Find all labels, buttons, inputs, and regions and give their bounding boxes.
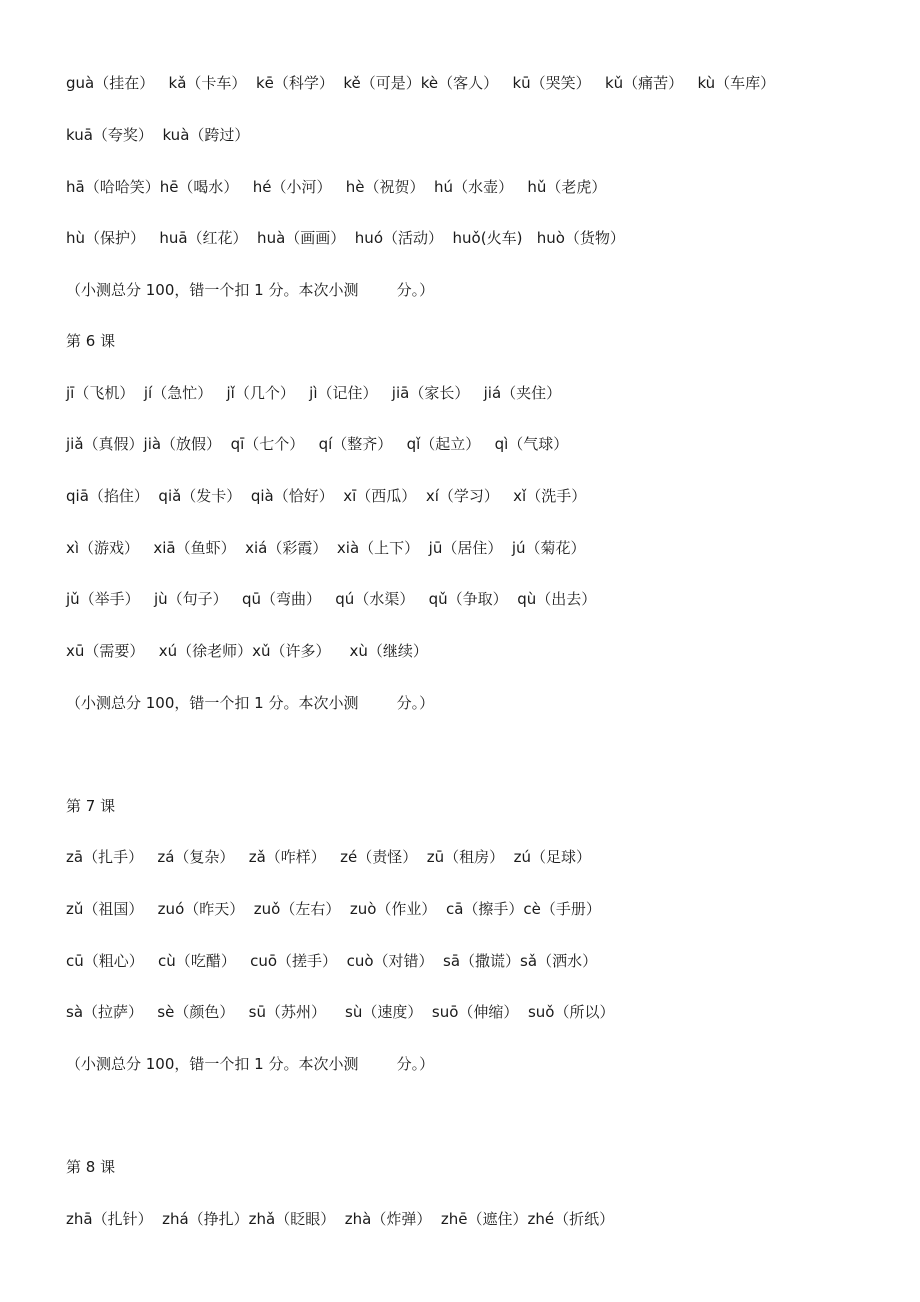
- text-line-xu-syllables: xū（需要） xú（徐老师）xǔ（许多） xù（继续）: [66, 642, 428, 660]
- text-line-kua-syllables: kuā（夸奖） kuà（跨过）: [66, 126, 250, 144]
- text-line-k-syllables: guà（挂在） kǎ（卡车） kē（科学） kě（可是）kè（客人） kū（哭笑） kǔ（痛苦） kù（车库）: [66, 74, 776, 92]
- text-line-sa-suo-syllables: sà（拉萨） sè（颜色） sū（苏州） sù（速度） suō（伸缩） suǒ（所以）: [66, 1003, 615, 1021]
- text-line-zh-syllables: zhā（扎针） zhá（挣扎）zhǎ（眨眼） zhà（炸弹） zhē（遮住）zhé（折纸）: [66, 1210, 615, 1228]
- text-line-zu-c-syllables: zǔ（祖国） zuó（昨天） zuǒ（左右） zuò（作业） cā（擦手）cè（手册）: [66, 900, 601, 918]
- text-line-jia-q-syllables: jiǎ（真假）jià（放假） qī（七个） qí（整齐） qǐ（起立） qì（气球）: [66, 435, 569, 453]
- text-line-h-syllables: hā（哈哈笑）hē（喝水） hé（小河） hè（祝贺） hú（水壶） hǔ（老虎）: [66, 178, 607, 196]
- lesson-heading: 第 8 课: [66, 1158, 116, 1176]
- text-line-z-syllables: zā（扎手） zá（复杂） zǎ（咋样） zé（责怪） zū（租房） zú（足球）: [66, 848, 592, 866]
- text-line-qia-x-syllables: qiā（掐住） qiǎ（发卡） qià（恰好） xī（西瓜） xí（学习） xǐ（洗手）: [66, 487, 587, 505]
- text-line-hu-syllables: hù（保护） huā（红花） huà（画画） huó（活动） huǒ(火车) huò（货物）: [66, 229, 625, 247]
- text-line-cu-s-syllables: cū（粗心） cù（吃醋） cuō（搓手） cuò（对错） sā（撒谎）sǎ（洒水）: [66, 952, 598, 970]
- lesson-heading: 第 7 课: [66, 797, 116, 815]
- text-line-xi-ju-syllables: xì（游戏） xiā（鱼虾） xiá（彩霞） xià（上下） jū（居住） jú（菊花）: [66, 539, 586, 557]
- quiz-score-note: （小测总分 100，错一个扣 1 分。本次小测 分。）: [66, 1055, 435, 1073]
- text-line-ju-qu-syllables: jǔ（举手） jù（句子） qū（弯曲） qú（水渠） qǔ（争取） qù（出去）: [66, 590, 597, 608]
- text-line-ji-syllables: jī（飞机） jí（急忙） jǐ（几个） jì（记住） jiā（家长） jiá（夹住）: [66, 384, 562, 402]
- quiz-score-note: （小测总分 100，错一个扣 1 分。本次小测 分。）: [66, 281, 435, 299]
- lesson-heading: 第 6 课: [66, 332, 116, 350]
- quiz-score-note: （小测总分 100，错一个扣 1 分。本次小测 分。）: [66, 694, 435, 712]
